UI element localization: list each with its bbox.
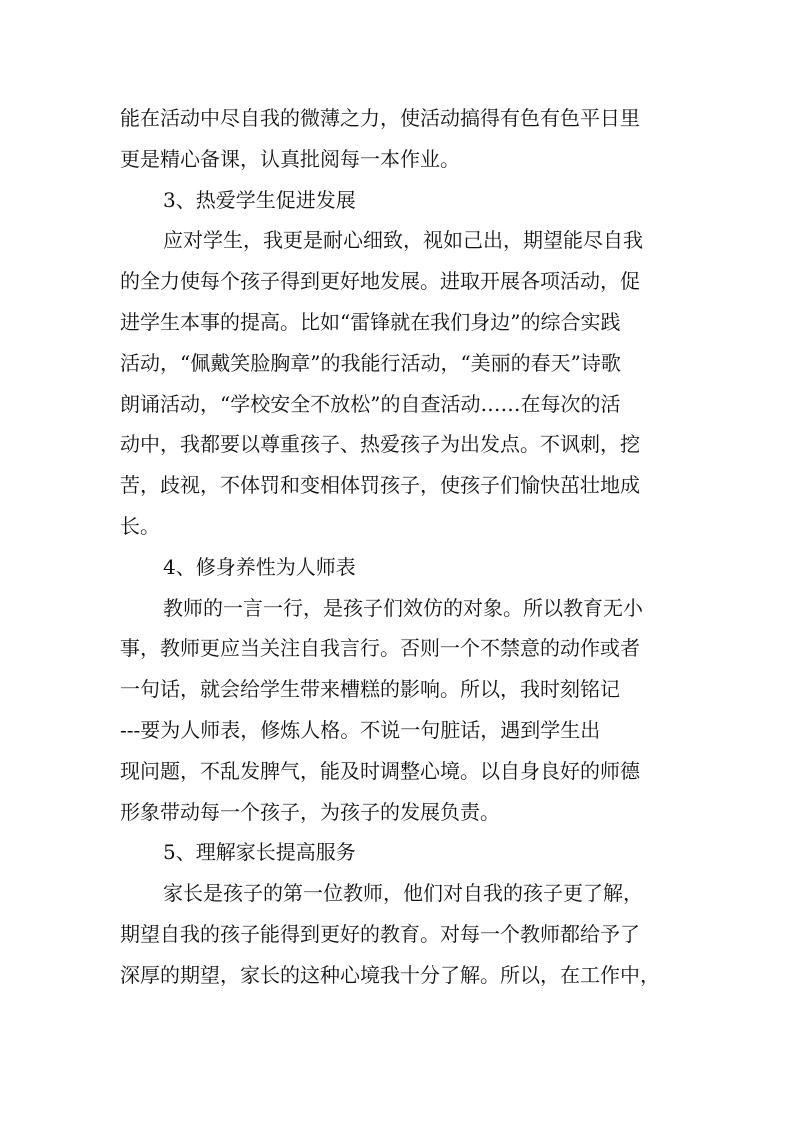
text-line: 应对学生，我更是耐心细致，视如己出，期望能尽自我 <box>163 228 643 253</box>
document-body <box>120 98 680 996</box>
text-line: ---要为人师表，修炼人格。不说一句脏话，遇到学生出 <box>120 717 601 742</box>
text-line: 苦，歧视，不体罚和变相体罚孩子，使孩子们愉快茁壮地成 <box>120 473 640 498</box>
text-line: 家长是孩子的第一位教师，他们对自我的孩子更了解， <box>163 881 643 906</box>
text-line: 朗诵活动，“学校安全不放松”的自查活动……在每次的活 <box>120 391 621 416</box>
section-heading: 5、理解家长提高服务 <box>163 840 356 865</box>
text-line: 事，教师更应当关注自我言行。否则一个不禁意的动作或者 <box>120 636 640 661</box>
text-line: 深厚的期望，家长的这种心境我十分了解。所以，在工作中， <box>120 962 660 987</box>
section-heading: 3、热爱学生促进发展 <box>163 187 356 212</box>
text-line: 更是精心备课，认真批阅每一本作业。 <box>120 146 460 171</box>
text-line: 教师的一言一行，是孩子们效仿的对象。所以教育无小 <box>163 595 643 620</box>
text-line: 现问题，不乱发脾气，能及时调整心境。以自身良好的师德 <box>120 758 640 783</box>
text-line: 动中，我都要以尊重孩子、热爱孩子为出发点。不讽刺，挖 <box>120 432 640 457</box>
text-line: 长。 <box>120 513 160 538</box>
section-heading: 4、修身养性为人师表 <box>163 554 356 579</box>
text-line: 期望自我的孩子能得到更好的教育。对每一个教师都给予了 <box>120 921 640 946</box>
text-line: 的全力使每个孩子得到更好地发展。进取开展各项活动，促 <box>120 269 640 294</box>
text-line: 形象带动每一个孩子，为孩子的发展负责。 <box>120 799 500 824</box>
text-line: 能在活动中尽自我的微薄之力，使活动搞得有色有色平日里 <box>120 106 640 130</box>
text-line: 进学生本事的提高。比如“雷锋就在我们身边”的综合实践 <box>120 309 621 334</box>
text-line: 活动，“佩戴笑脸胸章”的我能行活动，“美丽的春天”诗歌 <box>120 350 621 375</box>
text-line: 一句话，就会给学生带来槽糕的影响。所以，我时刻铭记 <box>120 677 620 702</box>
